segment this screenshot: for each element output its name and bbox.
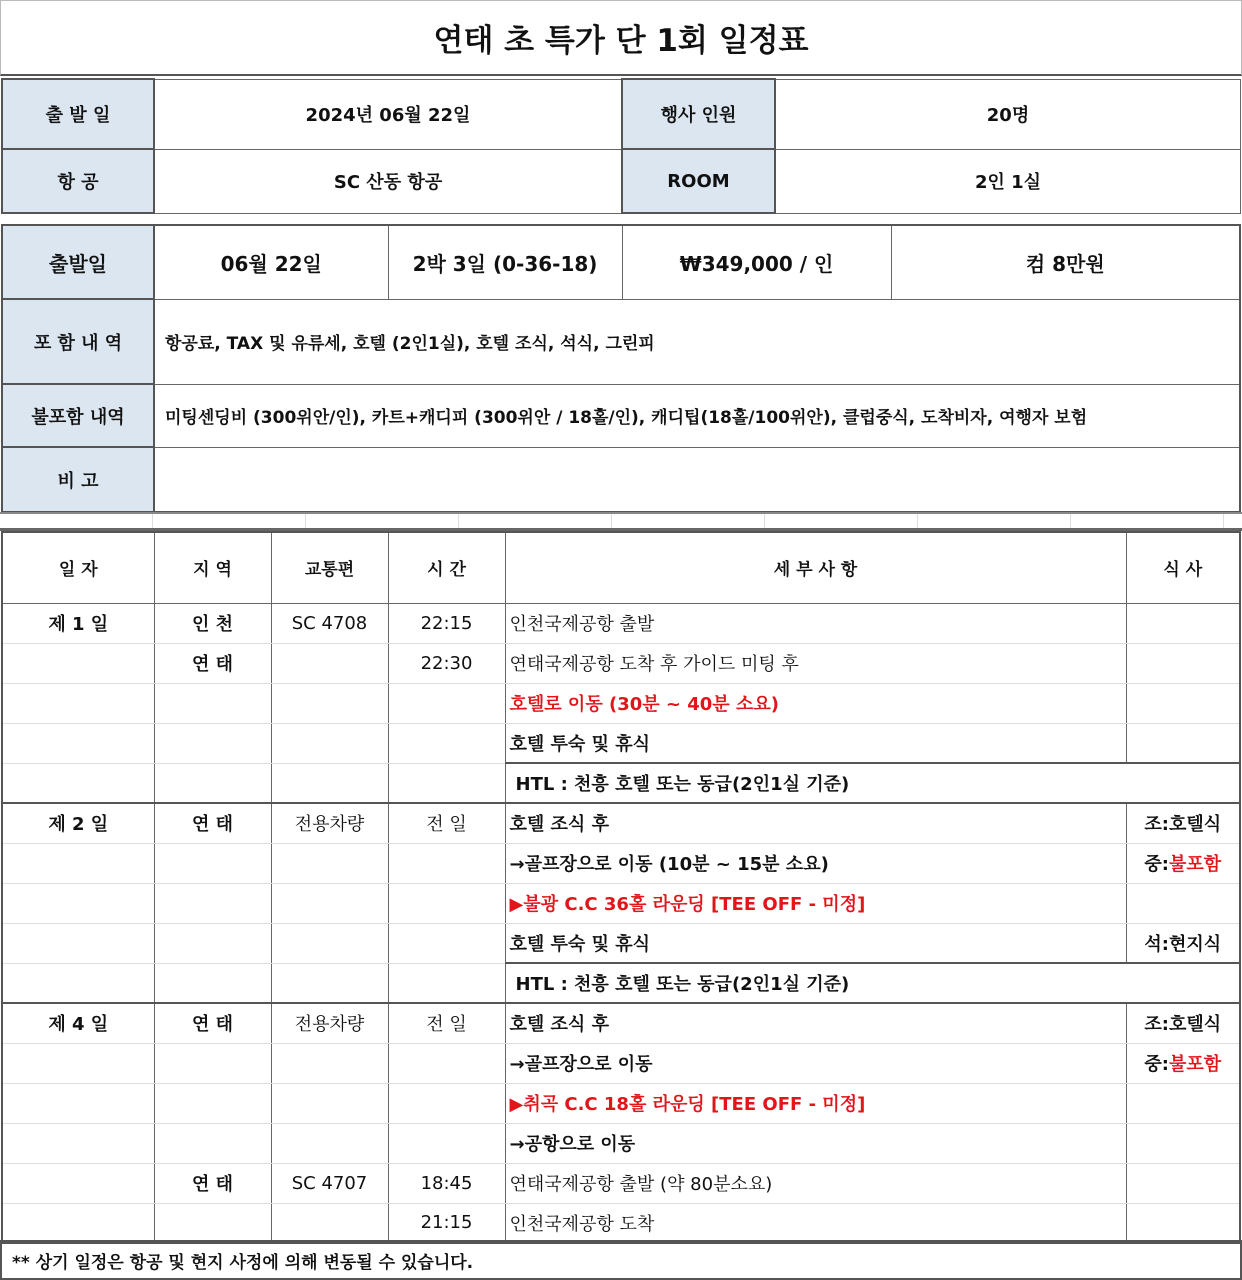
schedule-table <box>1 531 1241 1244</box>
schedule-row <box>2 723 1240 763</box>
meal-cell <box>1126 1043 1240 1083</box>
transport-cell: 전용차량 <box>271 1003 388 1043</box>
region-cell <box>154 1043 271 1083</box>
time-cell: 18:45 <box>388 1163 505 1203</box>
region-cell <box>154 723 271 763</box>
day-cell <box>2 1203 154 1243</box>
schedule-row <box>2 1003 1240 1043</box>
meal-cell <box>1126 883 1240 923</box>
schedule-row <box>2 1163 1240 1203</box>
time-cell: 22:30 <box>388 643 505 683</box>
meal-cell <box>1126 643 1240 683</box>
room-label: ROOM <box>622 149 775 213</box>
day-cell <box>2 1043 154 1083</box>
region-cell <box>154 1123 271 1163</box>
meal-cell <box>1126 1123 1240 1163</box>
meal-cell <box>1126 603 1240 643</box>
detail-cell: 인천국제공항 출발 <box>505 603 1126 643</box>
day-cell <box>2 883 154 923</box>
excluded-label: 불포함 내역 <box>2 384 154 447</box>
meal-text: 중: <box>1144 854 1169 875</box>
transport-cell <box>271 1123 388 1163</box>
time-cell <box>388 843 505 883</box>
meal-cell <box>1126 843 1240 883</box>
package-date: 06월 22일 <box>154 225 388 299</box>
detail-cell: 호텔 조식 후 <box>505 803 1126 843</box>
transport-cell <box>271 1083 388 1123</box>
trip-info-table <box>1 78 1241 214</box>
package-comp: 컴 8만원 <box>891 225 1240 299</box>
detail-cell: →골프장으로 이동 (10분 ~ 15분 소요) <box>505 843 1126 883</box>
day-cell: 제 2 일 <box>2 803 154 843</box>
meal-cell <box>1126 1163 1240 1203</box>
detail-cell: →공항으로 이동 <box>505 1123 1126 1163</box>
detail-cell: →골프장으로 이동 <box>505 1043 1126 1083</box>
package-price: ₩349,000 / 인 <box>622 225 891 299</box>
time-cell <box>388 683 505 723</box>
header-transport: 교통편 <box>271 532 388 603</box>
region-cell: 인 천 <box>154 603 271 643</box>
transport-cell: SC 4707 <box>271 1163 388 1203</box>
detail-cell: 호텔로 이동 (30분 ~ 40분 소요) <box>505 683 1126 723</box>
package-table <box>1 224 1241 513</box>
page-title: 연태 초 특가 단 1회 일정표 <box>0 0 1242 76</box>
detail-cell: 호텔 투숙 및 휴식 <box>505 723 1126 763</box>
spacer-row <box>0 512 1242 531</box>
region-cell: 연 태 <box>154 1003 271 1043</box>
meal-text: 중: <box>1144 1054 1169 1075</box>
region-cell <box>154 1203 271 1243</box>
time-cell: 전 일 <box>388 803 505 843</box>
people-label: 행사 인원 <box>622 79 775 149</box>
time-cell: 22:15 <box>388 603 505 643</box>
time-cell <box>388 963 505 1003</box>
meal-text: 조:호텔식 <box>1144 814 1222 836</box>
region-cell <box>154 923 271 963</box>
departure-label: 출 발 일 <box>2 79 154 149</box>
header-day: 일 자 <box>2 532 154 603</box>
day-cell <box>2 1083 154 1123</box>
transport-cell <box>271 1043 388 1083</box>
day-cell: 제 4 일 <box>2 1003 154 1043</box>
region-cell <box>154 1083 271 1123</box>
meal-text: 석:현지식 <box>1144 933 1222 955</box>
region-cell <box>154 963 271 1003</box>
meal-cell <box>1126 803 1240 843</box>
schedule-row <box>2 603 1240 643</box>
time-cell <box>388 763 505 803</box>
transport-cell: 전용차량 <box>271 803 388 843</box>
transport-cell <box>271 1203 388 1243</box>
time-cell <box>388 883 505 923</box>
footer-note: ** 상기 일정은 항공 및 현지 사정에 의해 변동될 수 있습니다. <box>0 1240 1242 1280</box>
meal-cell <box>1126 1203 1240 1243</box>
airline-label: 항 공 <box>2 149 154 213</box>
day-cell <box>2 1163 154 1203</box>
day-cell <box>2 763 154 803</box>
region-cell: 연 태 <box>154 643 271 683</box>
day-cell <box>2 723 154 763</box>
included-value: 항공료, TAX 및 유류세, 호텔 (2인1실), 호텔 조식, 석식, 그린피 <box>154 299 1240 384</box>
room-value: 2인 1실 <box>775 149 1241 213</box>
day-cell <box>2 683 154 723</box>
remarks-label: 비 고 <box>2 447 154 512</box>
included-label: 포 함 내 역 <box>2 299 154 384</box>
time-cell <box>388 1123 505 1163</box>
meal-excluded-text: 불포함 <box>1168 1054 1222 1075</box>
schedule-row <box>2 923 1240 963</box>
people-value: 20명 <box>775 79 1241 149</box>
meal-cell <box>1126 1003 1240 1043</box>
region-cell <box>154 763 271 803</box>
transport-cell <box>271 843 388 883</box>
time-cell: 전 일 <box>388 1003 505 1043</box>
day-cell: 제 1 일 <box>2 603 154 643</box>
header-time: 시 간 <box>388 532 505 603</box>
package-duration: 2박 3일 (0-36-18) <box>388 225 622 299</box>
day-cell <box>2 843 154 883</box>
remarks-value <box>154 447 1240 512</box>
schedule-row <box>2 1083 1240 1123</box>
excluded-value: 미팅센딩비 (300위안/인), 카트+캐디피 (300위안 / 18홀/인), 캐디팁(18홀/100위안), 클럽중식, 도착비자, 여행자 보험 <box>154 384 1240 447</box>
meal-text: 조:호텔식 <box>1144 1014 1222 1036</box>
detail-cell: 연태국제공항 도착 후 가이드 미팅 후 <box>505 643 1126 683</box>
detail-cell: ▶취곡 C.C 18홀 라운딩 [TEE OFF - 미정] <box>505 1083 1126 1123</box>
schedule-row <box>2 803 1240 843</box>
time-cell <box>388 723 505 763</box>
schedule-row <box>2 683 1240 723</box>
schedule-row <box>2 963 1240 1003</box>
day-cell <box>2 1123 154 1163</box>
package-date-label: 출발일 <box>2 225 154 299</box>
detail-cell: ▶불광 C.C 36홀 라운딩 [TEE OFF - 미정] <box>505 883 1126 923</box>
time-cell <box>388 923 505 963</box>
hotel-cell: HTL : 천흥 호텔 또는 동급(2인1실 기준) <box>505 963 1240 1003</box>
schedule-row <box>2 1043 1240 1083</box>
transport-cell <box>271 923 388 963</box>
departure-value: 2024년 06월 22일 <box>154 79 622 149</box>
region-cell: 연 태 <box>154 803 271 843</box>
detail-cell: 연태국제공항 출발 (약 80분소요) <box>505 1163 1126 1203</box>
schedule-row <box>2 763 1240 803</box>
schedule-row <box>2 1203 1240 1243</box>
schedule-row <box>2 1123 1240 1163</box>
transport-cell <box>271 643 388 683</box>
region-cell <box>154 683 271 723</box>
transport-cell <box>271 723 388 763</box>
schedule-row <box>2 883 1240 923</box>
transport-cell <box>271 883 388 923</box>
hotel-cell: HTL : 천흥 호텔 또는 동급(2인1실 기준) <box>505 763 1240 803</box>
header-region: 지 역 <box>154 532 271 603</box>
schedule-row <box>2 643 1240 683</box>
time-cell: 21:15 <box>388 1203 505 1243</box>
detail-cell: 인천국제공항 도착 <box>505 1203 1126 1243</box>
header-detail: 세 부 사 항 <box>505 532 1126 603</box>
time-cell <box>388 1043 505 1083</box>
day-cell <box>2 963 154 1003</box>
meal-excluded-text: 불포함 <box>1168 854 1222 875</box>
day-cell <box>2 643 154 683</box>
header-meal: 식 사 <box>1126 532 1240 603</box>
transport-cell <box>271 763 388 803</box>
meal-cell <box>1126 723 1240 763</box>
meal-cell <box>1126 923 1240 963</box>
transport-cell: SC 4708 <box>271 603 388 643</box>
airline-value: SC 산동 항공 <box>154 149 622 213</box>
detail-cell: 호텔 투숙 및 휴식 <box>505 923 1126 963</box>
meal-cell <box>1126 1083 1240 1123</box>
schedule-row <box>2 843 1240 883</box>
day-cell <box>2 923 154 963</box>
region-cell: 연 태 <box>154 1163 271 1203</box>
time-cell <box>388 1083 505 1123</box>
region-cell <box>154 843 271 883</box>
transport-cell <box>271 963 388 1003</box>
detail-cell: 호텔 조식 후 <box>505 1003 1126 1043</box>
transport-cell <box>271 683 388 723</box>
meal-cell <box>1126 683 1240 723</box>
region-cell <box>154 883 271 923</box>
